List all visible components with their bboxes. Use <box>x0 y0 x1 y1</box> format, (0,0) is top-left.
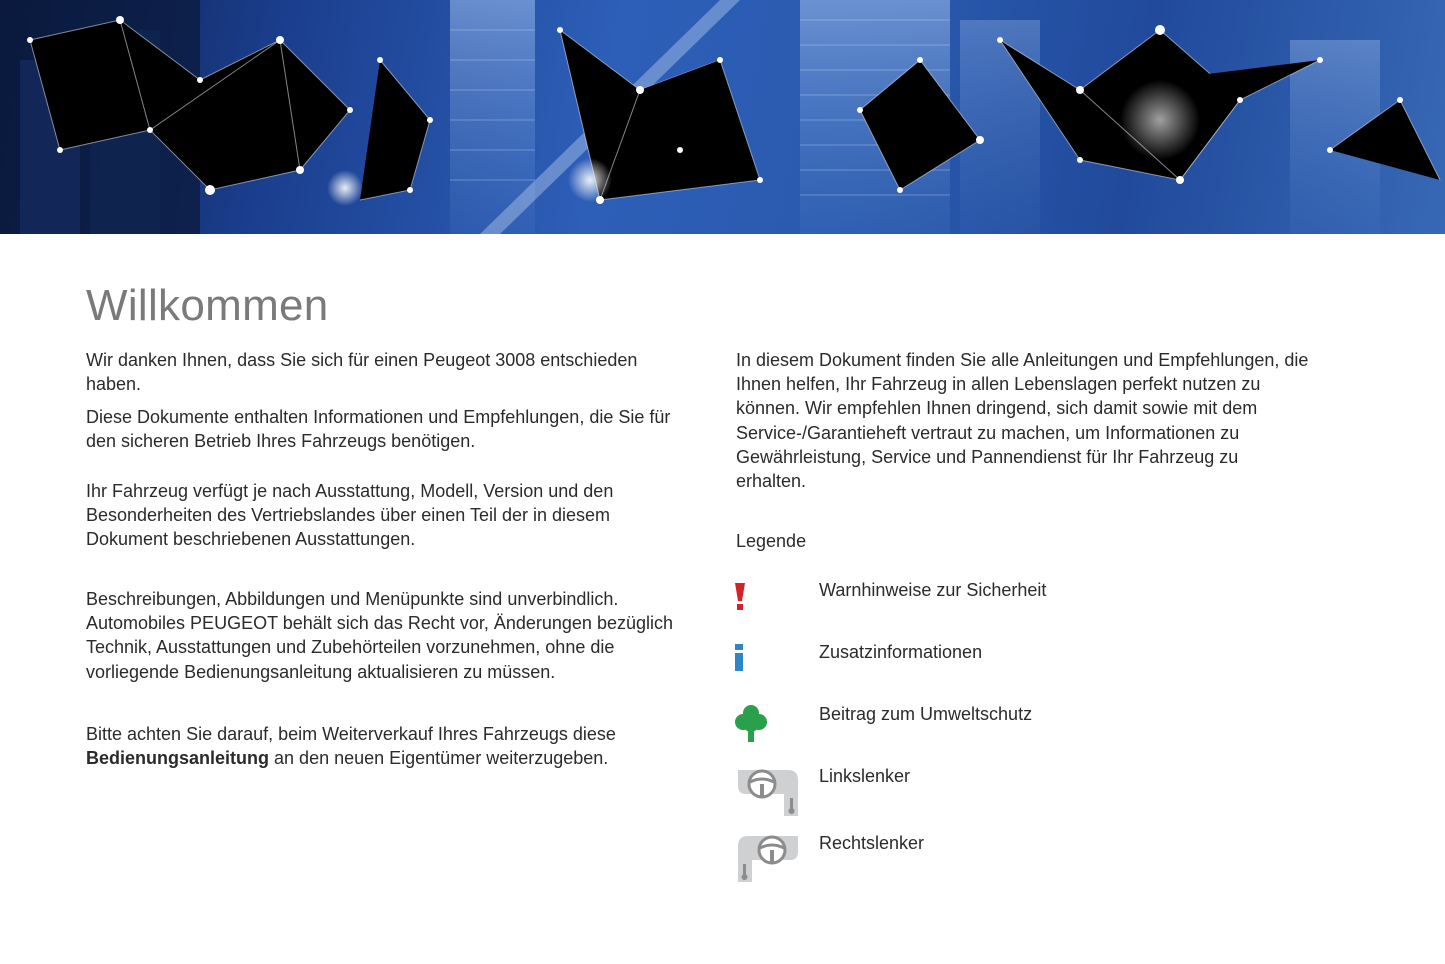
resale-text-before: Bitte achten Sie darauf, beim Weiterverkauf Ihres Fahrzeugs diese <box>86 724 616 744</box>
legend-label-warning: Warnhinweise zur Sicherheit <box>819 580 1047 600</box>
left-hand-drive-icon <box>736 768 800 823</box>
disclaimer-paragraph: Beschreibungen, Abbildungen und Menüpunkte sind unverbindlich. Automobiles PEUGEOT behält sich das Recht vor, Änderungen bezüglich Technik, Ausstattungen und Zubehörteilen vorzunehmen, ohne die vorliegende Bedienungsanleitung aktualisieren zu müssen. <box>86 589 673 682</box>
header-banner-image <box>0 0 1445 234</box>
right-hand-drive-icon <box>736 834 800 889</box>
network-city-illustration <box>0 0 1445 234</box>
tree-icon <box>734 704 768 749</box>
manual-name-bold: Bedienungsanleitung <box>86 748 270 769</box>
info-icon <box>733 643 747 678</box>
warning-exclamation-icon <box>732 582 748 617</box>
resale-paragraph <box>86 722 686 770</box>
legend-label-environment: Beitrag zum Umweltschutz <box>819 704 1033 724</box>
legend-title: Legende <box>736 531 807 551</box>
resale-text-after: an den neuen Eigentümer weiterzugeben. <box>274 748 609 769</box>
page-title: Willkommen <box>86 281 329 330</box>
legend-label-right-hand-drive: Rechtslenker <box>819 833 925 853</box>
document-purpose-paragraph: In diesem Dokument finden Sie alle Anleitungen und Empfehlungen, die Ihnen helfen, Ihr Fahrzeug in allen Lebenslagen perfekt nutzen zu können. Wir empfehlen Ihnen dringend, sich damit sowie mit dem Service-/Garantieheft vertraut zu machen, um Informationen zu Gewährleistung, Service und Pannendienst für Ihr Fahrzeug zu erhalten. <box>736 350 1309 492</box>
legend-label-left-hand-drive: Linkslenker <box>819 766 911 786</box>
equipment-paragraph: Ihr Fahrzeug verfügt je nach Ausstattung, Modell, Version und den Besonderheiten des Vertriebslandes über einen Teil der in diesem Dokument beschriebenen Ausstattungen. <box>86 481 614 550</box>
intro-paragraph: Wir danken Ihnen, dass Sie sich für einen Peugeot 3008 entschieden haben. <box>86 350 638 395</box>
documents-paragraph: Diese Dokumente enthalten Informationen und Empfehlungen, die Sie für den sicheren Betrieb Ihres Fahrzeugs benötigen. <box>86 407 671 452</box>
legend-label-info: Zusatzinformationen <box>819 642 983 662</box>
